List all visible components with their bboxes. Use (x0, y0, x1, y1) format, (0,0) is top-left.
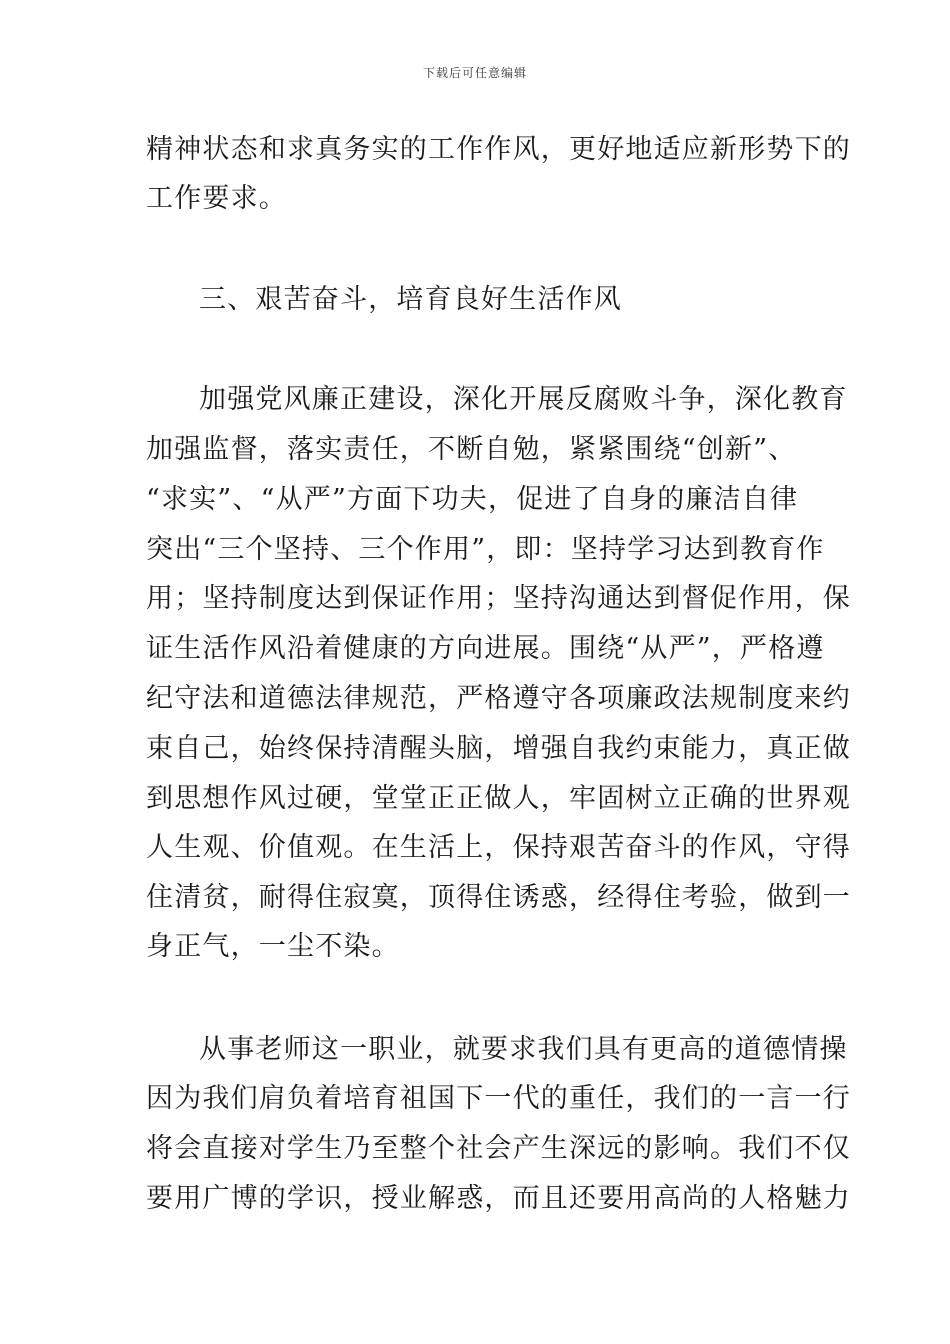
paragraph-line: 从事老师这一职业，就要求我们具有更高的道德情操 (199, 1034, 848, 1065)
paragraph-line: 精神状态和求真务实的工作作风，更好地适应新形势下的 (146, 134, 851, 165)
paragraph-line: 加强监督，落实责任，不断自勉，紧紧围绕“创新”、 (146, 434, 797, 465)
section-heading: 三、艰苦奋斗，培育良好生活作风 (199, 284, 622, 315)
paragraph-line: 到思想作风过硬，堂堂正正做人，牢固树立正确的世界观 (146, 783, 851, 814)
paragraph-line: 人生观、价值观。在生活上，保持艰苦奋斗的作风，守得 (146, 832, 851, 863)
paragraph-line: 要用广博的学识，授业解惑，而且还要用高尚的人格魅力 (146, 1183, 851, 1214)
paragraph-line: 证生活作风沿着健康的方向进展。围绕“从严”，严格遵 (146, 633, 825, 664)
paragraph-line: 用；坚持制度达到保证作用；坚持沟通达到督促作用，保 (146, 583, 851, 614)
paragraph-line: 身正气，一尘不染。 (146, 931, 400, 962)
paragraph-line: 工作要求。 (146, 183, 287, 214)
paragraph-line: 将会直接对学生乃至整个社会产生深远的影响。我们不仅 (146, 1133, 851, 1164)
paragraph-line: “求实”、“从严”方面下功夫，促进了自身的廉洁自律 (146, 484, 799, 515)
paragraph-line: 加强党风廉正建设，深化开展反腐败斗争，深化教育 (199, 384, 848, 415)
paragraph-line: 住清贫，耐得住寂寞，顶得住诱惑，经得住考验，做到一 (146, 882, 851, 913)
page-header: 下载后可任意编辑 (422, 66, 527, 80)
paragraph-line: 纪守法和道德法律规范，严格遵守各项廉政法规制度来约 (146, 683, 851, 714)
paragraph-line: 突出“三个坚持、三个作用”，即：坚持学习达到教育作 (146, 534, 825, 565)
paragraph-line: 束自己，始终保持清醒头脑，增强自我约束能力，真正做 (146, 733, 851, 764)
paragraph-line: 因为我们肩负着培育祖国下一代的重任，我们的一言一行 (146, 1083, 851, 1114)
